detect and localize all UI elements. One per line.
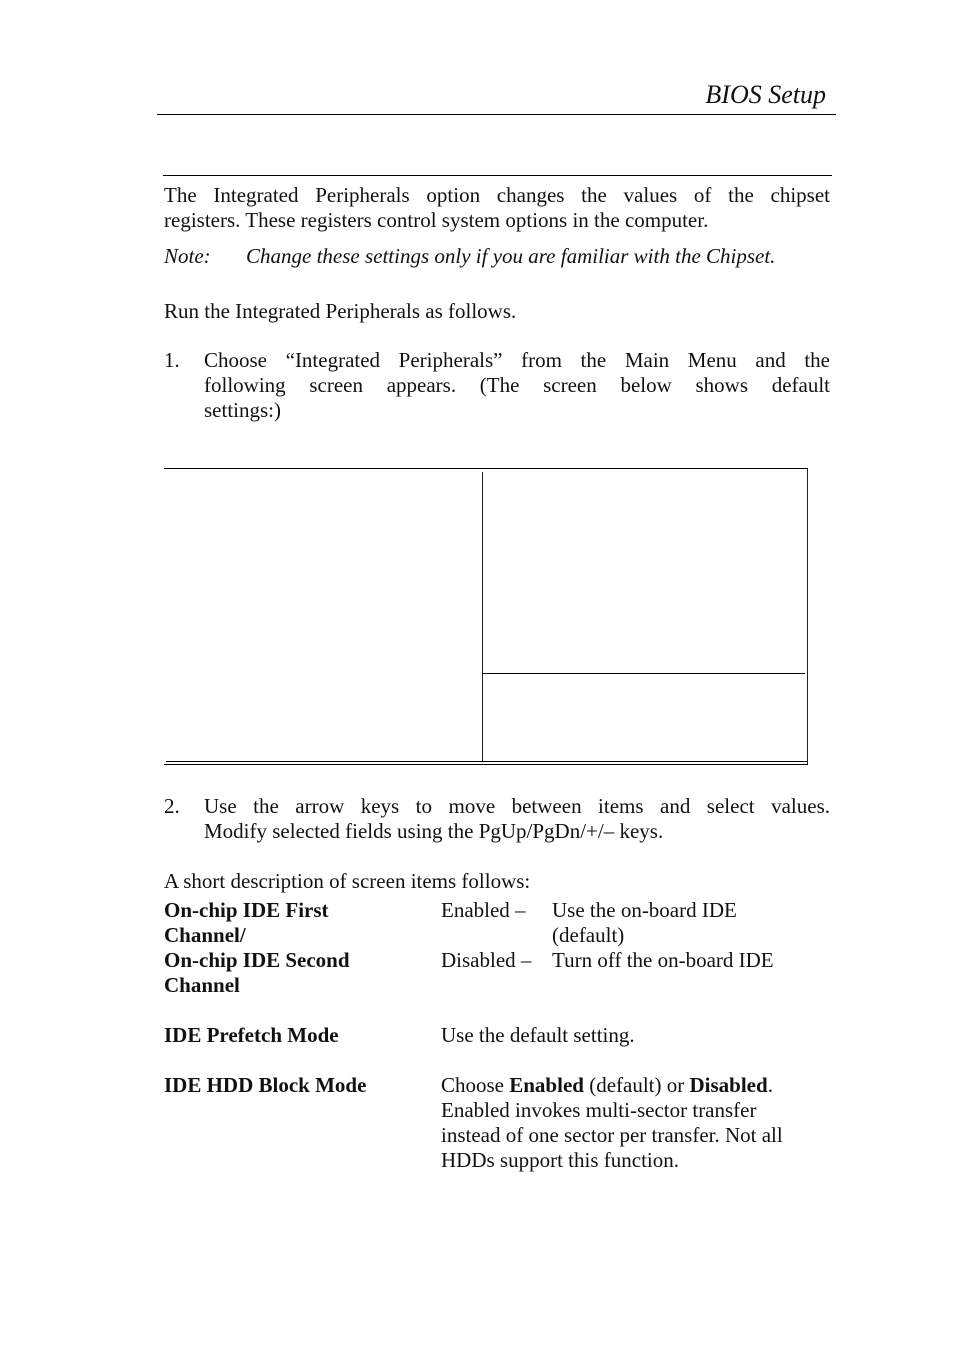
enabled-key: Enabled –	[441, 898, 526, 922]
hdd-choose: Choose	[441, 1073, 510, 1097]
step-1-line-2: following screen appears. (The screen below shows default	[204, 373, 830, 397]
term-hdd-block: IDE HDD Block Mode	[164, 1073, 367, 1097]
header-title: BIOS Setup	[705, 80, 826, 109]
screen-bottom-border-outer	[164, 764, 808, 765]
screen-top-border	[164, 468, 808, 469]
term-onchip-first: On-chip IDE First	[164, 898, 329, 922]
note-text: Change these settings only if you are familiar with the Chipset.	[246, 244, 776, 268]
hdd-desc-line-3: instead of one sector per transfer. Not all	[441, 1123, 783, 1147]
step-2-number: 2.	[164, 794, 180, 818]
disabled-key: Disabled –	[441, 948, 532, 972]
hdd-desc-line-4: HDDs support this function.	[441, 1148, 679, 1172]
intro-line-2: registers. These registers control system options in the computer.	[164, 208, 709, 232]
header-rule	[157, 114, 836, 115]
step-2-line-1: Use the arrow keys to move between items and select values.	[204, 794, 830, 818]
step-2-line-2: Modify selected fields using the PgUp/PgDn/+/– keys.	[204, 819, 664, 843]
note-label: Note:	[164, 244, 211, 268]
hdd-disabled: Disabled	[689, 1073, 768, 1097]
hdd-desc-line-2: Enabled invokes multi-sector transfer	[441, 1098, 757, 1122]
term-onchip-first-channel: Channel/	[164, 923, 246, 947]
step-1-line-1: Choose “Integrated Peripherals” from the Main Menu and the	[204, 348, 830, 372]
enabled-desc-1: Use the on-board IDE	[552, 898, 737, 922]
desc-intro: A short description of screen items follows:	[164, 869, 531, 893]
section-rule	[163, 175, 832, 176]
screen-divider-vertical	[482, 472, 483, 762]
term-onchip-second: On-chip IDE Second	[164, 948, 350, 972]
hdd-enabled: Enabled	[509, 1073, 584, 1097]
term-prefetch: IDE Prefetch Mode	[164, 1023, 339, 1047]
term-onchip-second-channel: Channel	[164, 973, 240, 997]
bios-screen-frame	[164, 468, 808, 765]
step-1-line-3: settings:)	[204, 398, 281, 422]
disabled-desc: Turn off the on-board IDE	[552, 948, 774, 972]
run-text: Run the Integrated Peripherals as follows.	[164, 299, 517, 323]
hdd-period: .	[767, 1073, 773, 1097]
enabled-desc-2: (default)	[552, 923, 625, 947]
screen-bottom-border-inner	[166, 761, 807, 762]
hdd-desc-line-1	[441, 1073, 773, 1098]
prefetch-desc: Use the default setting.	[441, 1023, 635, 1047]
intro-line-1: The Integrated Peripherals option changes the values of the chipset	[164, 183, 830, 207]
step-1-number: 1.	[164, 348, 180, 372]
hdd-default-or: (default) or	[583, 1073, 690, 1097]
screen-right-border	[807, 468, 808, 765]
screen-divider-horizontal	[482, 673, 805, 674]
